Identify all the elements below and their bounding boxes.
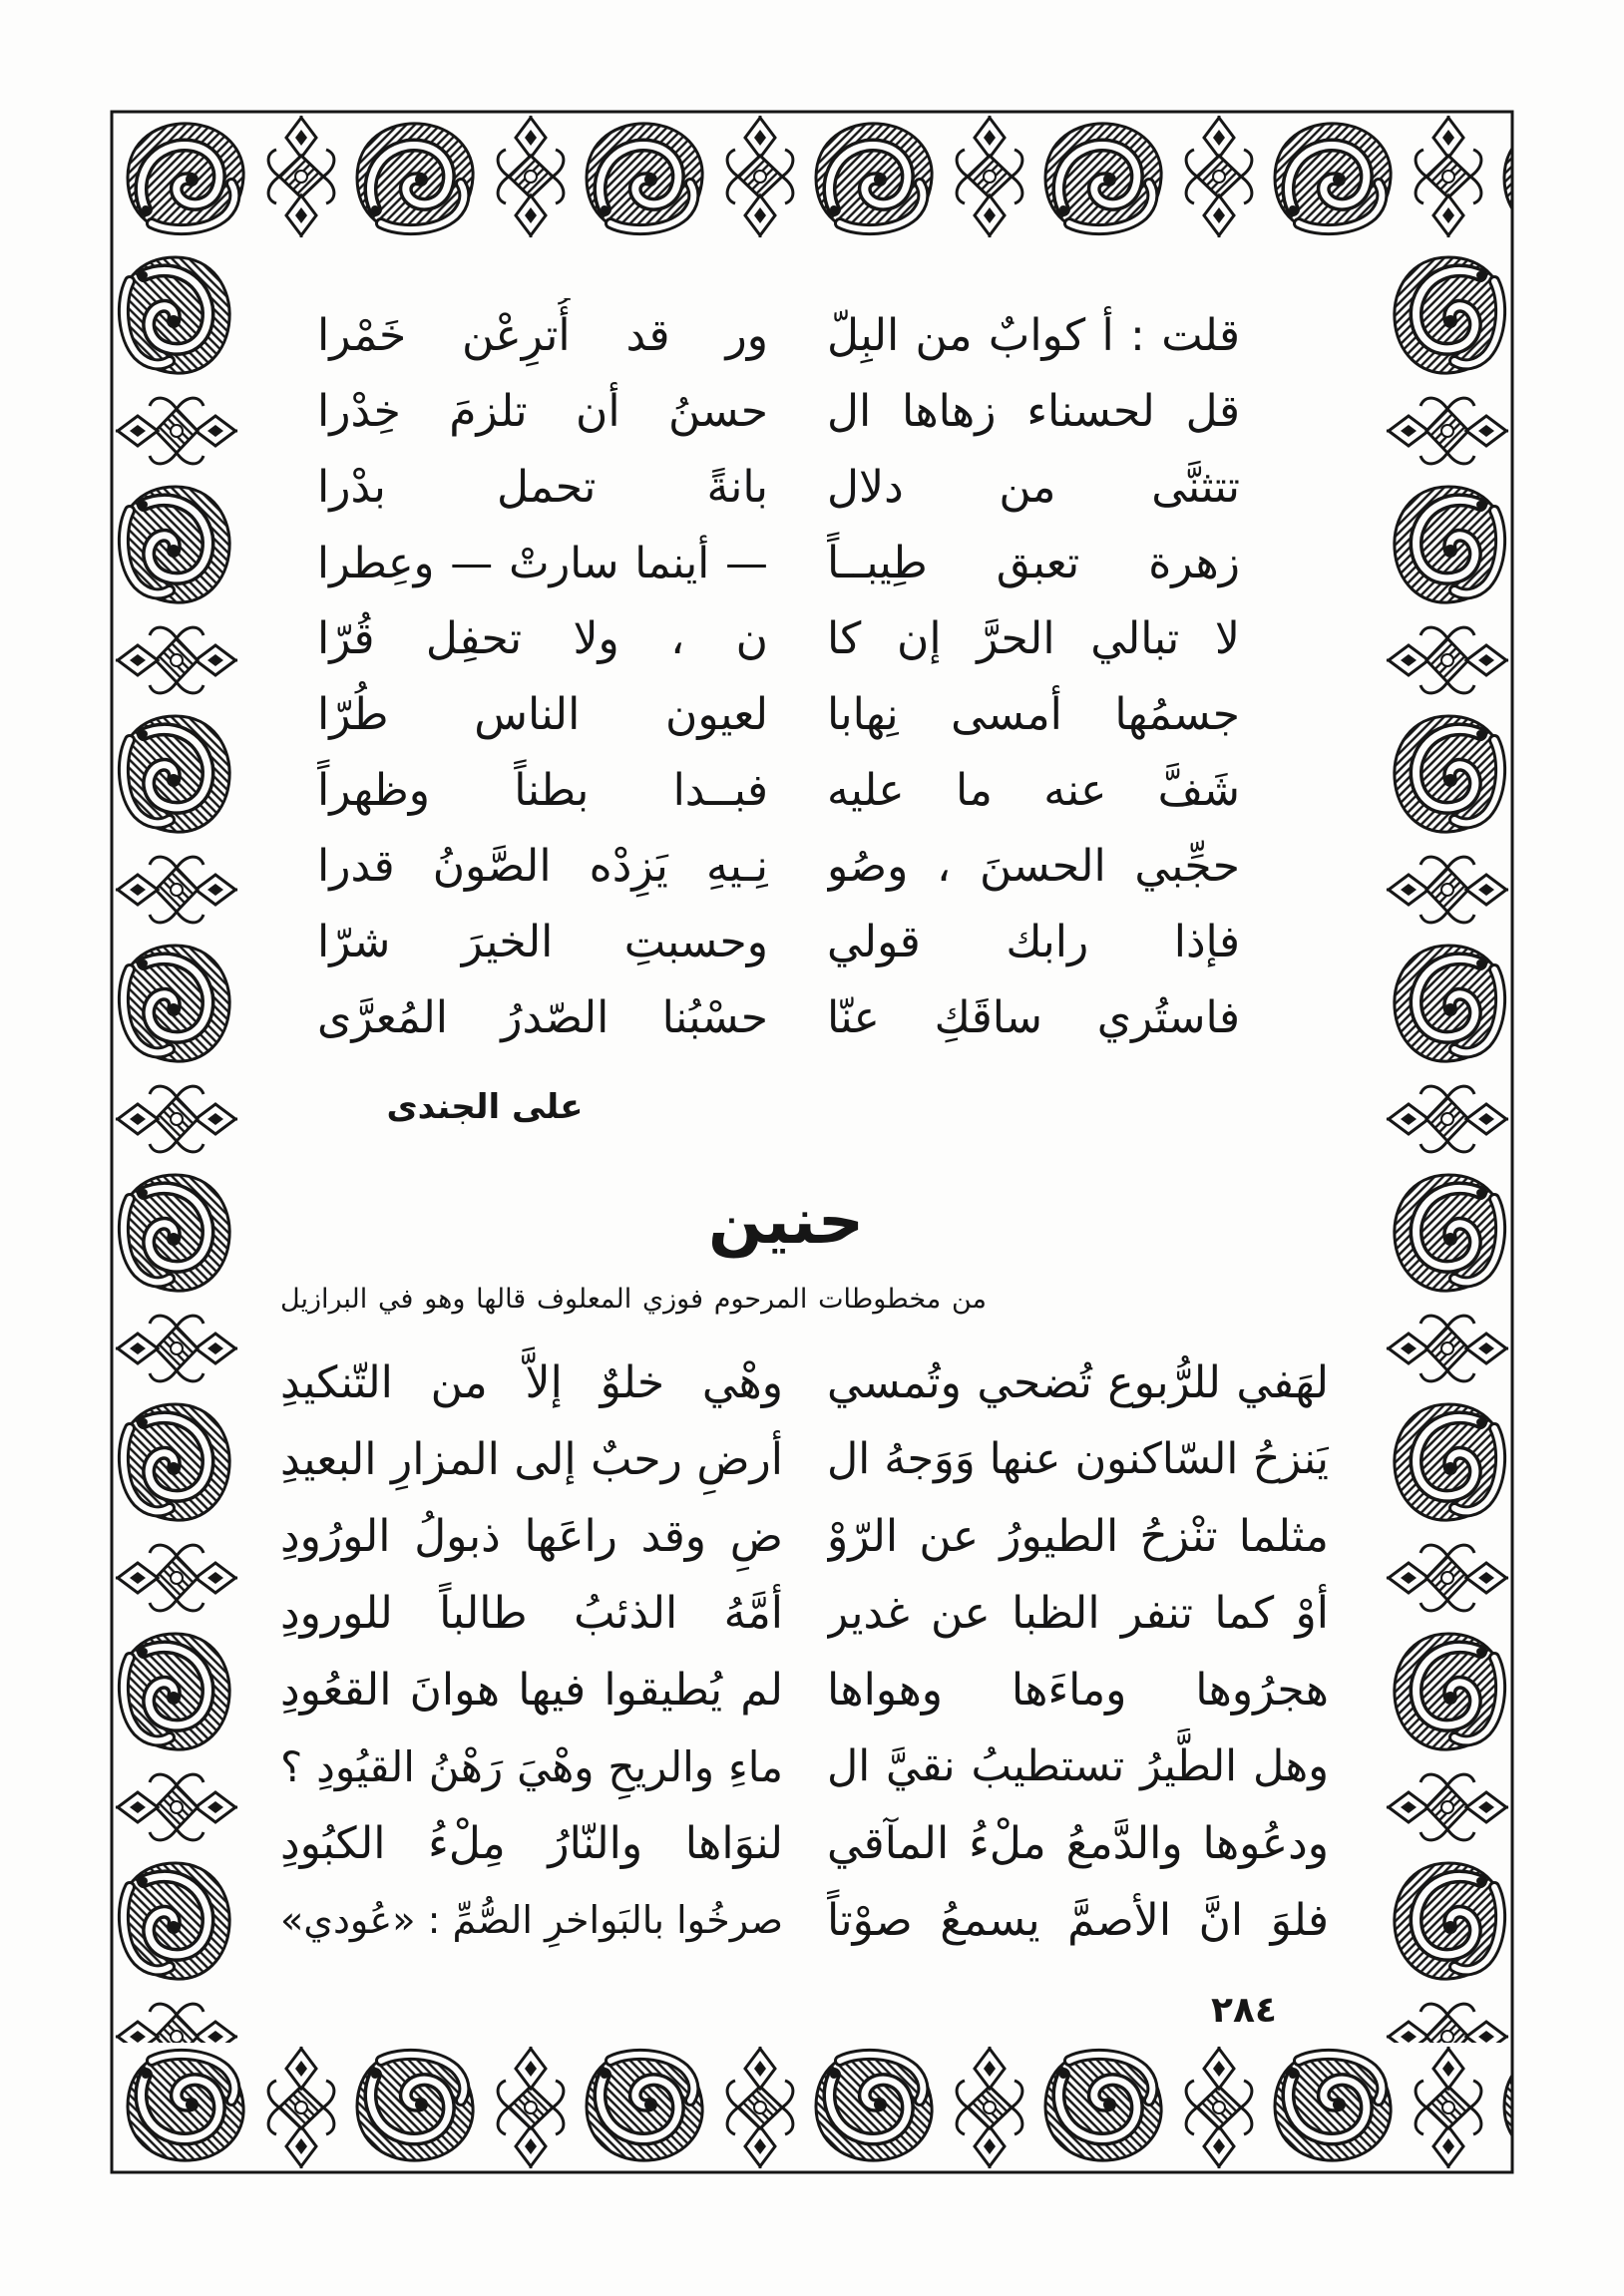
poem-author-signature: على الجندى <box>386 1087 584 1127</box>
verse-second-hemistich: ضِ وقد راعَها ذبولُ الورُودِ <box>280 1511 783 1562</box>
verse-line <box>317 374 1240 450</box>
verse-first-hemistich: زهرة تعبق طِيبــاً <box>827 538 1240 588</box>
top-border-band <box>112 112 1512 241</box>
verse-line <box>317 753 1240 829</box>
verse-first-hemistich: لا تبالي الحرَّ إن كا <box>827 613 1240 664</box>
verse-line <box>317 829 1240 905</box>
verse-second-hemistich: بانةً تحمل بدْرا <box>317 462 768 513</box>
bottom-border-band <box>112 2043 1512 2172</box>
verse-first-hemistich: فلوَ انَّ الأصمَّ يسمعُ صوْتاً <box>827 1895 1329 1946</box>
verse-line <box>317 601 1240 677</box>
verse-second-hemistich: لم يُطيقوا فيها هوانَ القعُودِ <box>280 1665 783 1716</box>
verse-second-hemistich: صرخُوا بالبَواخرِ الصُّمِّ : «عُودي» <box>280 1898 783 1942</box>
verse-second-hemistich: ن ، ولا تحفِل قُرّا <box>317 613 768 664</box>
verse-line <box>317 526 1240 601</box>
verse-line <box>317 298 1240 374</box>
border-band-fill <box>1383 241 1512 2043</box>
verse-second-hemistich: أمَّهُ الذئبُ طالباً للورودِ <box>280 1588 783 1639</box>
poem-subtitle: من مخطوطات المرحوم فوزي المعلوف قالها وهو في البرازيل <box>280 1284 987 1315</box>
verse-second-hemistich: فبــدا بطناً وظهراً <box>317 765 768 816</box>
verse-line <box>280 1652 1329 1728</box>
verse-line <box>280 1728 1329 1805</box>
verse-first-hemistich: مثلما تنْزحُ الطيورُ عن الرّوْ <box>827 1511 1329 1562</box>
verse-line <box>317 677 1240 753</box>
verse-line <box>317 980 1240 1056</box>
verse-line <box>280 1421 1329 1498</box>
verse-first-hemistich: أوْ كما تنفر الظبا عن غدير <box>827 1588 1329 1639</box>
border-band-fill <box>112 2043 1512 2172</box>
verse-second-hemistich: وحسبتِ الخيرَ شرّا <box>317 917 768 967</box>
verse-line <box>317 450 1240 526</box>
left-border-band <box>112 241 241 2043</box>
verse-second-hemistich: أرضِ رحبٌ إلى المزارِ البعيدِ <box>280 1434 783 1485</box>
verse-second-hemistich: ماءِ والريحِ وهْيَ رَهْنُ القيُودِ ؟ <box>280 1742 783 1791</box>
verse-second-hemistich: وهْي خلوٌ إلاَّ من التّنكيدِ <box>280 1357 783 1408</box>
verse-first-hemistich: تتثنَّى من دلال <box>827 462 1240 513</box>
verse-first-hemistich: وهل الطَّيرُ تستطيبُ نقيَّ ال <box>827 1741 1329 1791</box>
verse-second-hemistich: نِـيهِ يَزِدْه الصَّونُ قدرا <box>317 841 768 892</box>
verse-first-hemistich: فإذا رابك قولي <box>827 917 1240 967</box>
right-border-band <box>1383 241 1512 2043</box>
verse-second-hemistich: — أينما سارتْ — وعِطرا <box>317 539 768 588</box>
verse-line <box>280 1882 1329 1959</box>
page-number: ٢٨٤ <box>1211 1990 1277 2031</box>
verse-first-hemistich: فاستُري ساقَكِ عنّا <box>827 992 1240 1043</box>
verse-first-hemistich: حجِّبي الحسنَ ، وصُو <box>827 841 1240 892</box>
border-band-fill <box>112 241 241 2043</box>
border-band-fill <box>112 112 1512 241</box>
verse-line <box>280 1575 1329 1652</box>
verse-first-hemistich: ودعُوها والدَّمعُ ملْءُ المآقي <box>827 1818 1329 1869</box>
verse-line <box>280 1498 1329 1575</box>
verse-second-hemistich: حسنُ أن تلزمَ خِدْرا <box>317 386 768 437</box>
verse-second-hemistich: لعيون الناس طُرّا <box>317 689 768 740</box>
poem-two <box>280 1344 1329 1959</box>
verse-first-hemistich: جسمُها أمسى نِهابا <box>827 689 1240 740</box>
verse-first-hemistich: قلت : أ كوابٌ من البِلّ <box>827 310 1240 361</box>
verse-first-hemistich: قل لحسناء زهاها ال <box>827 386 1240 437</box>
verse-second-hemistich: ور قد أُترِعْن خَمْرا <box>317 310 768 361</box>
verse-line <box>280 1805 1329 1882</box>
verse-line <box>317 905 1240 980</box>
verse-second-hemistich: حسْبُنا الصّدرُ المُعرَّى <box>317 992 768 1043</box>
poem-one <box>317 298 1240 1056</box>
verse-first-hemistich: هجرُوها وماءَها وهواها <box>827 1665 1329 1716</box>
poem-title: حنين <box>708 1185 864 1259</box>
verse-second-hemistich: لنوَاها والنّارُ مِلْءُ الكبُودِ <box>280 1818 783 1869</box>
verse-first-hemistich: لهَفي للرُّبوع تُضحي وتُمسي <box>827 1357 1329 1408</box>
verse-first-hemistich: شَفَّ عنه ما عليه <box>827 765 1240 816</box>
verse-line <box>280 1344 1329 1421</box>
verse-first-hemistich: يَنزحُ السّاكنون عنها وَوَجهُ ال <box>827 1434 1329 1484</box>
